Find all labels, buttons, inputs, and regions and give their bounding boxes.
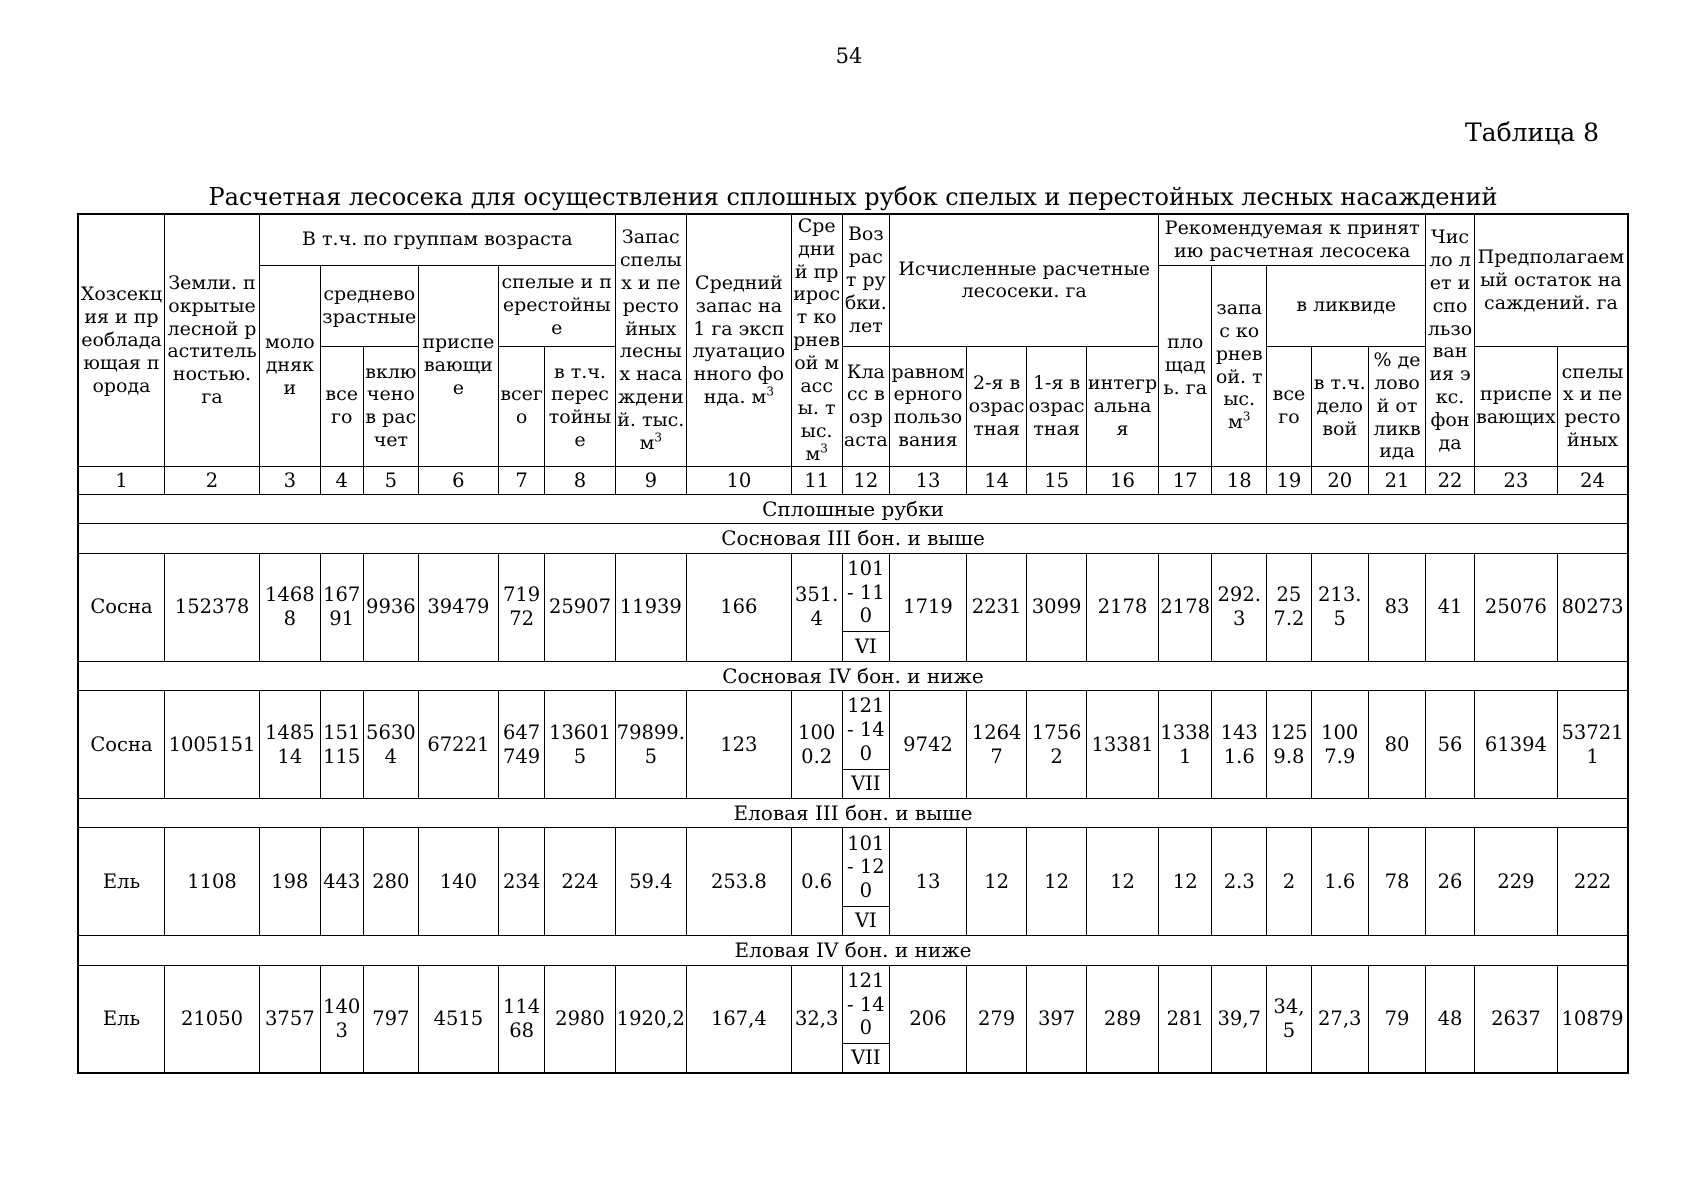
value-cell: 26 <box>1426 828 1475 936</box>
value-cell: 257.2 <box>1267 553 1311 661</box>
value-cell: 32,3 <box>791 965 842 1073</box>
header-second-age: 2-я возрастная <box>966 346 1027 466</box>
column-number: 15 <box>1027 466 1086 494</box>
column-number: 13 <box>890 466 967 494</box>
value-cell: 2.3 <box>1212 828 1267 936</box>
cutting-area-table <box>77 213 1629 1074</box>
header-liquid-business: в т.ч. деловой <box>1311 346 1368 466</box>
value-cell: 289 <box>1086 965 1158 1073</box>
value-cell: 280 <box>363 828 418 936</box>
column-number-row <box>78 466 1628 494</box>
cutting-age-cell: 101 - 110 <box>842 553 890 632</box>
value-cell: 397 <box>1027 965 1086 1073</box>
value-cell: 1719 <box>890 553 967 661</box>
value-cell: 2231 <box>966 553 1027 661</box>
header-rec-stock: запас корневой. тыс. $м^3$ <box>1212 265 1267 466</box>
section-label: Сосновая IV бон. и ниже <box>78 661 1628 690</box>
column-number: 8 <box>545 466 615 494</box>
value-cell: 1403 <box>320 965 363 1073</box>
value-cell: 1920,2 <box>615 965 686 1073</box>
header-rec-area: площадь. га <box>1159 265 1212 466</box>
value-cell: 281 <box>1159 965 1212 1073</box>
value-cell: 2980 <box>545 965 615 1073</box>
table-body <box>78 466 1628 1073</box>
value-cell: 3099 <box>1027 553 1086 661</box>
table-row <box>78 828 1628 907</box>
header-uniform-use: равномерного пользования <box>890 346 967 466</box>
column-number: 17 <box>1159 466 1212 494</box>
value-cell: 25907 <box>545 553 615 661</box>
value-cell: 27,3 <box>1311 965 1368 1073</box>
column-number: 19 <box>1267 466 1311 494</box>
value-cell: 1108 <box>164 828 259 936</box>
table-label: Таблица 8 <box>1465 118 1600 147</box>
section-label: Еловая IV бон. и ниже <box>78 936 1628 965</box>
value-cell: 206 <box>890 965 967 1073</box>
value-cell: 11939 <box>615 553 686 661</box>
header-mature-total: всего <box>498 346 544 466</box>
value-cell: 537211 <box>1558 691 1628 799</box>
header-middle-total: всего <box>320 346 363 466</box>
page-number: 54 <box>835 44 863 68</box>
header-middle-included: включено в расчет <box>363 346 418 466</box>
value-cell: 2178 <box>1159 553 1212 661</box>
value-cell: 253.8 <box>686 828 791 936</box>
value-cell: 167,4 <box>686 965 791 1073</box>
value-cell: 34,5 <box>1267 965 1311 1073</box>
value-cell: 39,7 <box>1212 965 1267 1073</box>
value-cell: 11468 <box>498 965 544 1073</box>
column-number: 11 <box>791 466 842 494</box>
value-cell: 1259.8 <box>1267 691 1311 799</box>
value-cell: 4515 <box>418 965 498 1073</box>
header-avg-stock: Средний запас на 1 га эксплуатационного фонда. $м^3$ <box>686 214 791 466</box>
value-cell: 14688 <box>260 553 321 661</box>
value-cell: 140 <box>418 828 498 936</box>
column-number: 10 <box>686 466 791 494</box>
value-cell: 21050 <box>164 965 259 1073</box>
value-cell: 222 <box>1558 828 1628 936</box>
header-business-percent: % деловой от ликвида <box>1368 346 1425 466</box>
value-cell: 56 <box>1426 691 1475 799</box>
value-cell: 9742 <box>890 691 967 799</box>
header-cutting-age: Возраст рубки. лет <box>842 214 890 346</box>
value-cell: 213.5 <box>1311 553 1368 661</box>
value-cell: 1000.2 <box>791 691 842 799</box>
value-cell: 78 <box>1368 828 1425 936</box>
value-cell: 2 <box>1267 828 1311 936</box>
header-age-class: Класс возраста <box>842 346 890 466</box>
value-cell: 39479 <box>418 553 498 661</box>
value-cell: 12 <box>966 828 1027 936</box>
table-title: Расчетная лесосека для осуществления сплошных рубок спелых и перестойных лесных насаждений <box>208 183 1498 211</box>
section-row <box>78 799 1628 828</box>
column-number: 24 <box>1558 466 1628 494</box>
table-row <box>78 965 1628 1044</box>
value-cell: 12 <box>1027 828 1086 936</box>
value-cell: 224 <box>545 828 615 936</box>
column-number: 23 <box>1474 466 1557 494</box>
value-cell: 79 <box>1368 965 1425 1073</box>
value-cell: 59.4 <box>615 828 686 936</box>
column-number: 6 <box>418 466 498 494</box>
species-cell: Ель <box>78 965 164 1073</box>
header-first-age: 1-я возрастная <box>1027 346 1086 466</box>
section-row-main <box>78 495 1628 524</box>
value-cell: 166 <box>686 553 791 661</box>
table-row <box>78 691 1628 770</box>
age-class-cell: VI <box>842 907 890 936</box>
column-number: 1 <box>78 466 164 494</box>
value-cell: 71972 <box>498 553 544 661</box>
header-remain-mature: спелых и перестойных <box>1558 346 1628 466</box>
value-cell: 2178 <box>1086 553 1158 661</box>
header-calculated-areas: Исчисленные расчетные лесосеки. га <box>890 214 1159 346</box>
header-remain-premature: приспевающих <box>1474 346 1557 466</box>
value-cell: 83 <box>1368 553 1425 661</box>
header-avg-increment: Средний прирост корневой массы. тыс. $м^3$ <box>793 215 841 465</box>
value-cell: 80 <box>1368 691 1425 799</box>
value-cell: 152378 <box>164 553 259 661</box>
value-cell: 1007.9 <box>1311 691 1368 799</box>
value-cell: 79899.5 <box>615 691 686 799</box>
column-number: 22 <box>1426 466 1475 494</box>
value-cell: 0.6 <box>791 828 842 936</box>
value-cell: 234 <box>498 828 544 936</box>
value-cell: 56304 <box>363 691 418 799</box>
value-cell: 12647 <box>966 691 1027 799</box>
column-number: 12 <box>842 466 890 494</box>
species-cell: Сосна <box>78 553 164 661</box>
column-number: 9 <box>615 466 686 494</box>
value-cell: 16791 <box>320 553 363 661</box>
section-label: Еловая III бон. и выше <box>78 799 1628 828</box>
column-number: 7 <box>498 466 544 494</box>
species-cell: Сосна <box>78 691 164 799</box>
value-cell: 1431.6 <box>1212 691 1267 799</box>
value-cell: 12 <box>1159 828 1212 936</box>
cutting-age-cell: 101 - 120 <box>842 828 890 907</box>
header-remaining: Предполагаемый остаток насаждений. га <box>1474 214 1628 346</box>
section-label: Сосновая III бон. и выше <box>78 524 1628 553</box>
column-number: 5 <box>363 466 418 494</box>
value-cell: 12 <box>1086 828 1158 936</box>
cutting-age-cell: 121 - 140 <box>842 965 890 1044</box>
column-number: 4 <box>320 466 363 494</box>
header-mature-stock: Запас спелых и перестойных лесных насаждений. тыс. $м^3$ <box>615 214 686 466</box>
header-farm-section: Хозсекция и преобладающая порода <box>78 214 164 466</box>
value-cell: 443 <box>320 828 363 936</box>
value-cell: 292.3 <box>1212 553 1267 661</box>
value-cell: 1005151 <box>164 691 259 799</box>
section-row <box>78 936 1628 965</box>
header-middle-aged: средневозрастные <box>320 265 418 346</box>
value-cell: 13381 <box>1086 691 1158 799</box>
value-cell: 13381 <box>1159 691 1212 799</box>
value-cell: 151115 <box>320 691 363 799</box>
age-class-cell: VI <box>842 632 890 661</box>
cutting-age-cell: 121 - 140 <box>842 691 890 770</box>
value-cell: 2637 <box>1474 965 1557 1073</box>
value-cell: 797 <box>363 965 418 1073</box>
value-cell: 123 <box>686 691 791 799</box>
header-integral: интегральная <box>1086 346 1158 466</box>
column-number: 16 <box>1086 466 1158 494</box>
column-number: 2 <box>164 466 259 494</box>
header-liquid-total: всего <box>1267 346 1311 466</box>
section-row <box>78 524 1628 553</box>
value-cell: 198 <box>260 828 321 936</box>
header-age-groups: В т.ч. по группам возраста <box>260 214 616 265</box>
header-young: молодняки <box>260 265 321 466</box>
header-overmature: в т.ч. перестойные <box>545 346 615 466</box>
section-row <box>78 661 1628 690</box>
value-cell: 3757 <box>260 965 321 1073</box>
value-cell: 229 <box>1474 828 1557 936</box>
value-cell: 1.6 <box>1311 828 1368 936</box>
table-row <box>78 553 1628 632</box>
value-cell: 61394 <box>1474 691 1557 799</box>
species-cell: Ель <box>78 828 164 936</box>
value-cell: 136015 <box>545 691 615 799</box>
value-cell: 148514 <box>260 691 321 799</box>
value-cell: 351.4 <box>791 553 842 661</box>
age-class-cell: VII <box>842 769 890 798</box>
column-number: 21 <box>1368 466 1425 494</box>
header-forest-land: Земли. покрытые лесной растительностью. га <box>164 214 259 466</box>
header-liquid: в ликвиде <box>1267 265 1426 346</box>
header-mature: спелые и перестойные <box>498 265 615 346</box>
value-cell: 48 <box>1426 965 1475 1073</box>
value-cell: 279 <box>966 965 1027 1073</box>
age-class-cell: VII <box>842 1044 890 1073</box>
value-cell: 13 <box>890 828 967 936</box>
section-label: Сплошные рубки <box>78 495 1628 524</box>
header-years-use: Число лет использования экс. фонда <box>1426 214 1475 466</box>
value-cell: 647749 <box>498 691 544 799</box>
value-cell: 41 <box>1426 553 1475 661</box>
value-cell: 67221 <box>418 691 498 799</box>
header-premature: приспевающие <box>418 265 498 466</box>
value-cell: 9936 <box>363 553 418 661</box>
column-number: 20 <box>1311 466 1368 494</box>
value-cell: 10879 <box>1558 965 1628 1073</box>
value-cell: 25076 <box>1474 553 1557 661</box>
value-cell: 80273 <box>1558 553 1628 661</box>
value-cell: 17562 <box>1027 691 1086 799</box>
column-number: 18 <box>1212 466 1267 494</box>
header-recommended: Рекомендуемая к принятию расчетная лесосека <box>1159 214 1426 265</box>
column-number: 3 <box>260 466 321 494</box>
column-number: 14 <box>966 466 1027 494</box>
